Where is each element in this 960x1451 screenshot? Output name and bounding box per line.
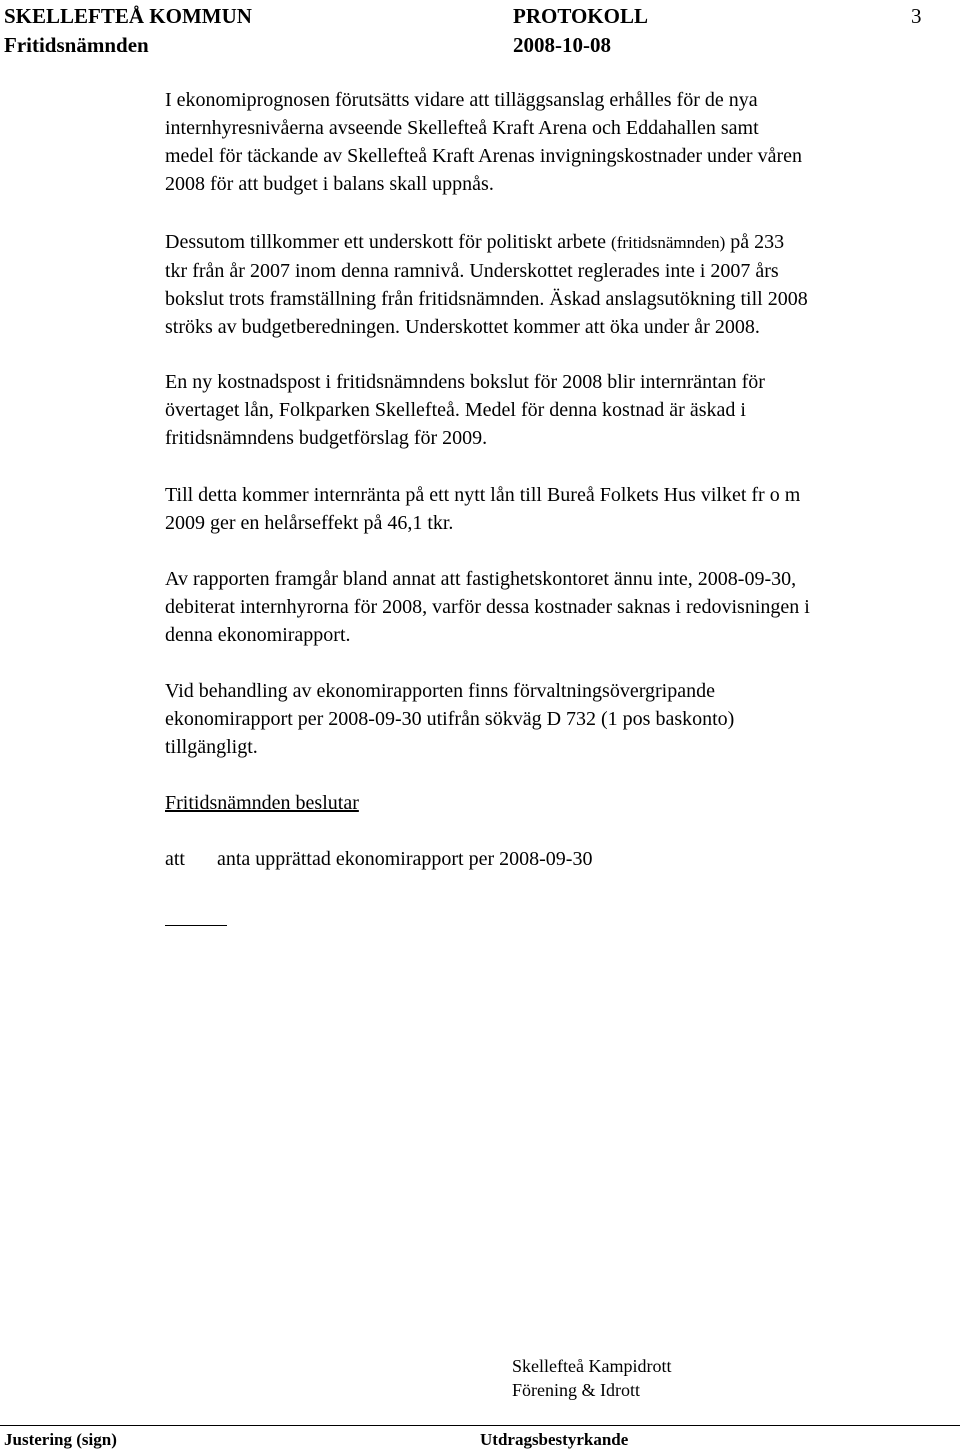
text-line: 2008 för att budget i balans skall uppnås. (165, 173, 494, 195)
text-line: fritidsnämndens budgetförslag för 2009. (165, 427, 488, 449)
text-line: Vid behandling av ekonomirapporten finns förvaltningsövergripande (165, 680, 715, 702)
decision-heading: Fritidsnämnden beslutar (165, 792, 359, 814)
text-line: medel för täckande av Skellefteå Kraft Arenas invigningskostnader under våren (165, 145, 802, 167)
document-type: PROTOKOLL (513, 4, 648, 28)
text-line: ekonomirapport per 2008-09-30 utifrån sökväg D 732 (1 pos baskonto) (165, 708, 735, 730)
text-line: internhyresnivåerna avseende Skellefteå Kraft Arena och Eddahallen samt (165, 117, 759, 139)
text-line: bokslut trots framställning från fritidsnämnden. Äskad anslagsutökning till 2008 (165, 288, 808, 310)
text-line: Till detta kommer internränta på ett nytt lån till Bureå Folkets Hus vilket fr o m (165, 484, 801, 506)
text-fragment: Dessutom tillkommer ett underskott för politiskt arbete (165, 231, 612, 253)
text-fragment-small: (fritidsnämnden) (611, 233, 726, 252)
decision-att-label: att (165, 848, 185, 870)
text-line: En ny kostnadspost i fritidsnämndens bokslut för 2008 blir internräntan för (165, 371, 765, 393)
text-fragment: på 233 (725, 231, 785, 253)
text-line: 2009 ger en helårseffekt på 46,1 tkr. (165, 512, 454, 534)
footer-signature-label: Justering (sign) (4, 1430, 117, 1449)
text-line (165, 228, 808, 257)
decision-item (165, 845, 592, 873)
paragraph-report-notes (165, 565, 810, 649)
paragraph-interest-cost (165, 368, 765, 452)
paragraph-forecast (165, 86, 802, 198)
decision-text: anta upprättad ekonomirapport per 2008-09-30 (217, 848, 593, 870)
organization-name: SKELLEFTEÅ KOMMUN (4, 4, 252, 28)
text-line: I ekonomiprognosen förutsätts vidare att tilläggsanslag erhålles för de nya (165, 89, 758, 111)
text-line: debiterat internhyrorna för 2008, varför dessa kostnader saknas i redovisningen i (165, 596, 810, 618)
text-line: övertaget lån, Folkparken Skellefteå. Medel för denna kostnad är äskad i (165, 399, 746, 421)
paragraph-new-loan (165, 481, 800, 537)
meeting-date: 2008-10-08 (513, 33, 611, 57)
text-line: Av rapporten framgår bland annat att fastighetskontoret ännu inte, 2008-09-30, (165, 568, 797, 590)
paragraph-deficit (165, 228, 808, 341)
page-number: 3 (911, 4, 922, 28)
text-line: denna ekonomirapport. (165, 624, 351, 646)
section-end-rule (165, 925, 227, 926)
paragraph-availability (165, 677, 734, 761)
footer-certification-label: Utdragsbestyrkande (480, 1430, 629, 1449)
text-line: tkr från år 2007 inom denna ramnivå. Underskottet reglerades inte i 2007 års (165, 260, 779, 282)
text-line: ströks av budgetberedningen. Underskottet kommer att öka under år 2008. (165, 316, 760, 338)
text-line: tillgängligt. (165, 736, 258, 758)
stamp-line: Skellefteå Kampidrott (512, 1356, 672, 1376)
footer-divider (0, 1425, 960, 1426)
committee-name: Fritidsnämnden (4, 33, 149, 57)
stamp-line: Förening & Idrott (512, 1380, 640, 1400)
